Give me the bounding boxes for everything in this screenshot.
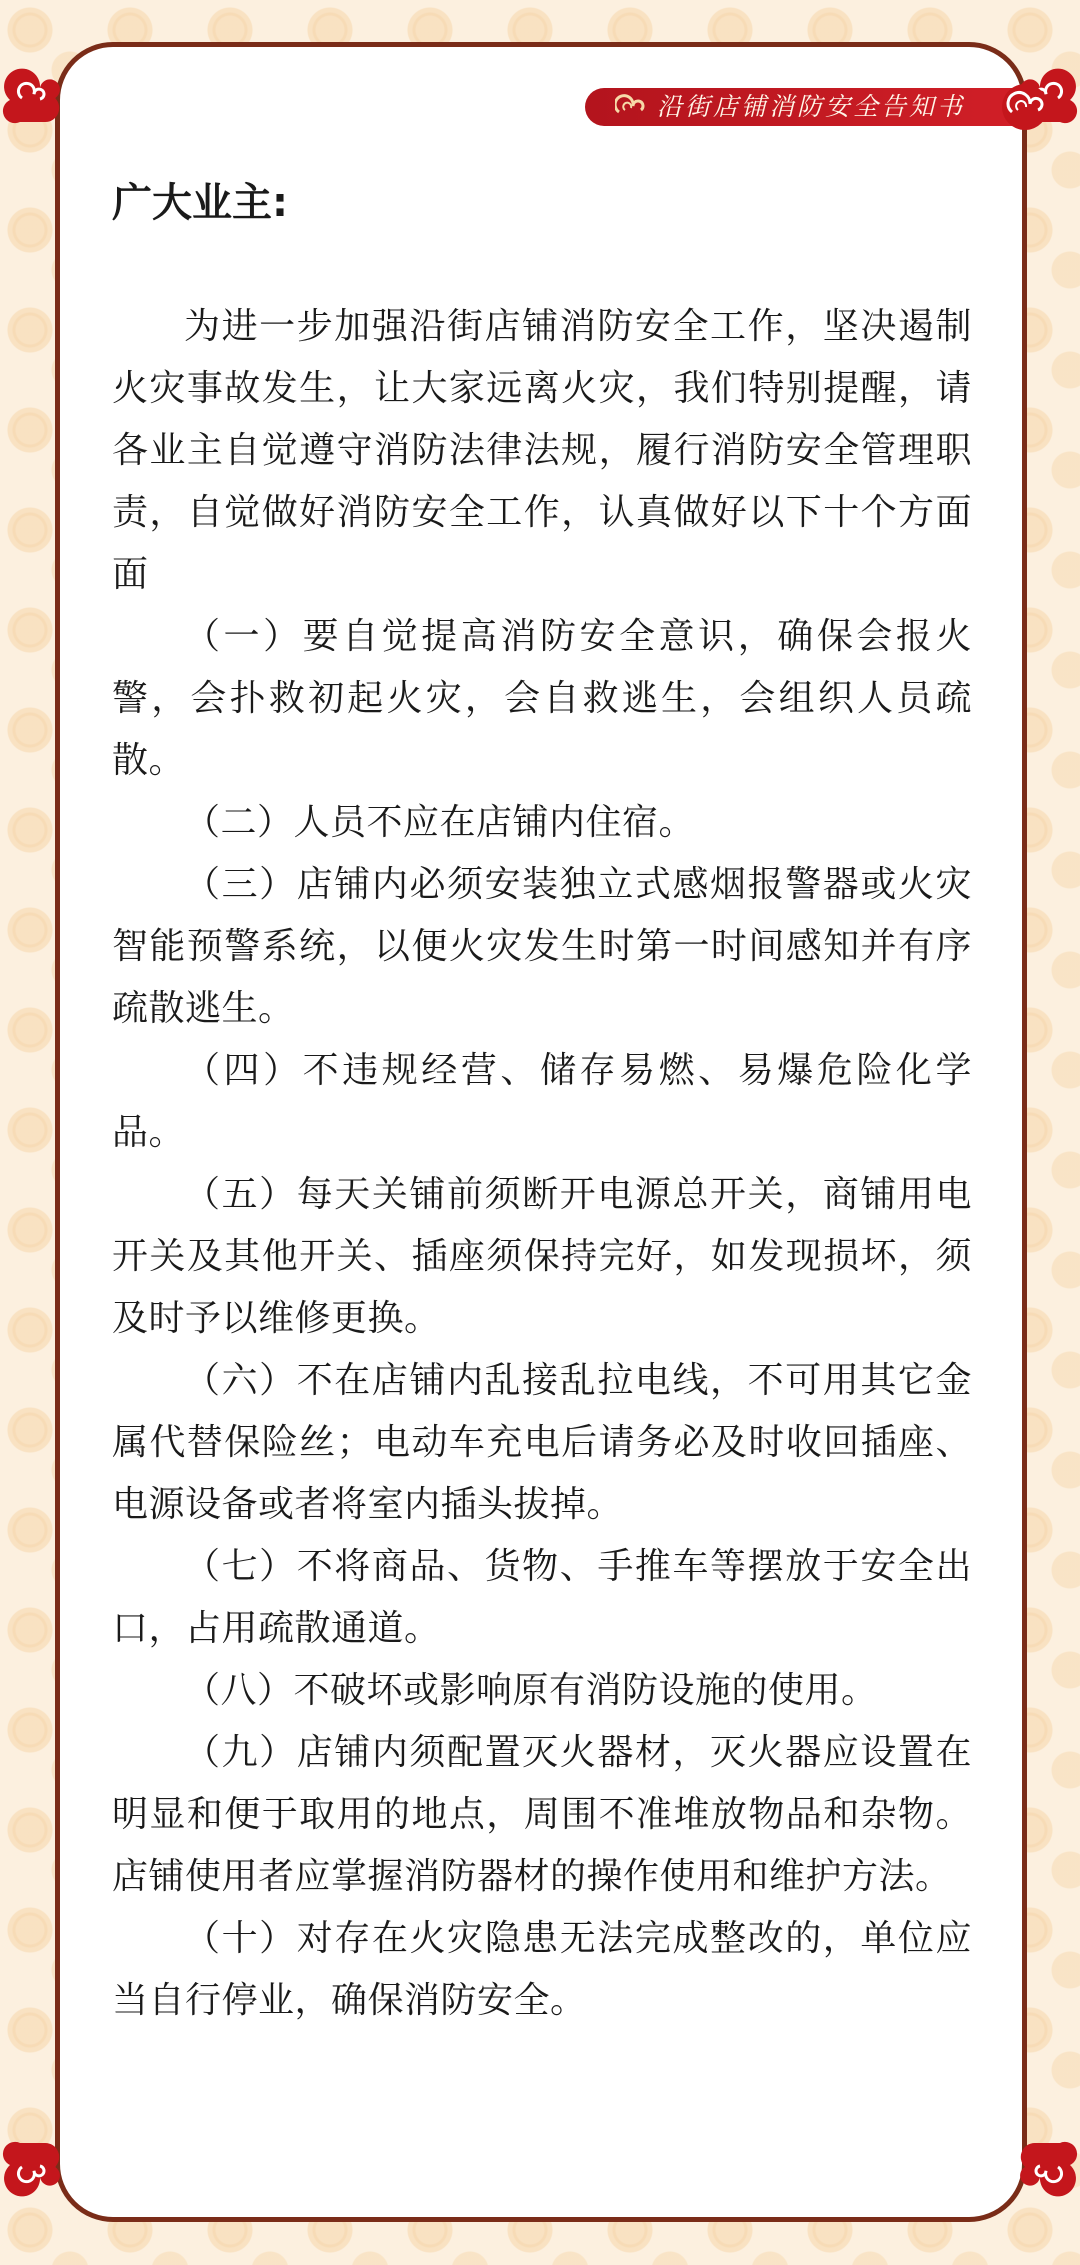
rule-item-2: （二）人员不应在店铺内住宿。 [184, 802, 696, 843]
cloud-ornament-icon [0, 2135, 70, 2205]
rule-item-9: （九）店铺内须配置灭火器材，灭火器应设置在明显和便于取用的地点，周围不准堆放物品和杂物。店铺使用者应掌握消防器材的操作使用和维护方法。 [112, 1732, 972, 1897]
intro-paragraph: 为进一步加强沿街店铺消防安全工作，坚决遏制火灾事故发生，让大家远离火灾，我们特别提醒，请各业主自觉遵守消防法律法规，履行消防安全管理职责，自觉做好消防安全工作，认真做好以下十个方面面 [112, 306, 972, 595]
rule-item-3: （三）店铺内必须安装独立式感烟报警器或火灾智能预警系统，以便火灾发生时第一时间感知并有序疏散逃生。 [112, 864, 972, 1029]
rule-item-10: （十）对存在火灾隐患无法完成整改的，单位应当自行停业，确保消防安全。 [112, 1918, 972, 2021]
rule-item-4: （四）不违规经营、储存易燃、易爆危险化学品。 [112, 1050, 972, 1153]
title-banner [585, 82, 1055, 132]
cloud-swirl-icon [615, 92, 651, 122]
banner-title: 沿街店铺消防安全告知书 [657, 92, 966, 121]
notice-body [112, 158, 972, 2032]
rule-item-6: （六）不在店铺内乱接乱拉电线，不可用其它金属代替保险丝；电动车充电后请务必及时收回插座、电源设备或者将室内插头拔掉。 [112, 1360, 972, 1525]
greeting-heading: 广大业主: [112, 180, 288, 226]
cloud-ornament-icon [0, 60, 70, 130]
rule-item-8: （八）不破坏或影响原有消防设施的使用。 [184, 1670, 878, 1711]
cloud-ornament-icon [1000, 82, 1050, 132]
rule-item-1: （一）要自觉提高消防安全意识，确保会报火警，会扑救初起火灾，会自救逃生，会组织人员疏散。 [112, 616, 972, 781]
cloud-ornament-icon [1010, 2135, 1080, 2205]
rule-item-7: （七）不将商品、货物、手推车等摆放于安全出口，占用疏散通道。 [112, 1546, 972, 1649]
rule-item-5: （五）每天关铺前须断开电源总开关，商铺用电开关及其他开关、插座须保持完好，如发现损坏，须及时予以维修更换。 [112, 1174, 972, 1339]
